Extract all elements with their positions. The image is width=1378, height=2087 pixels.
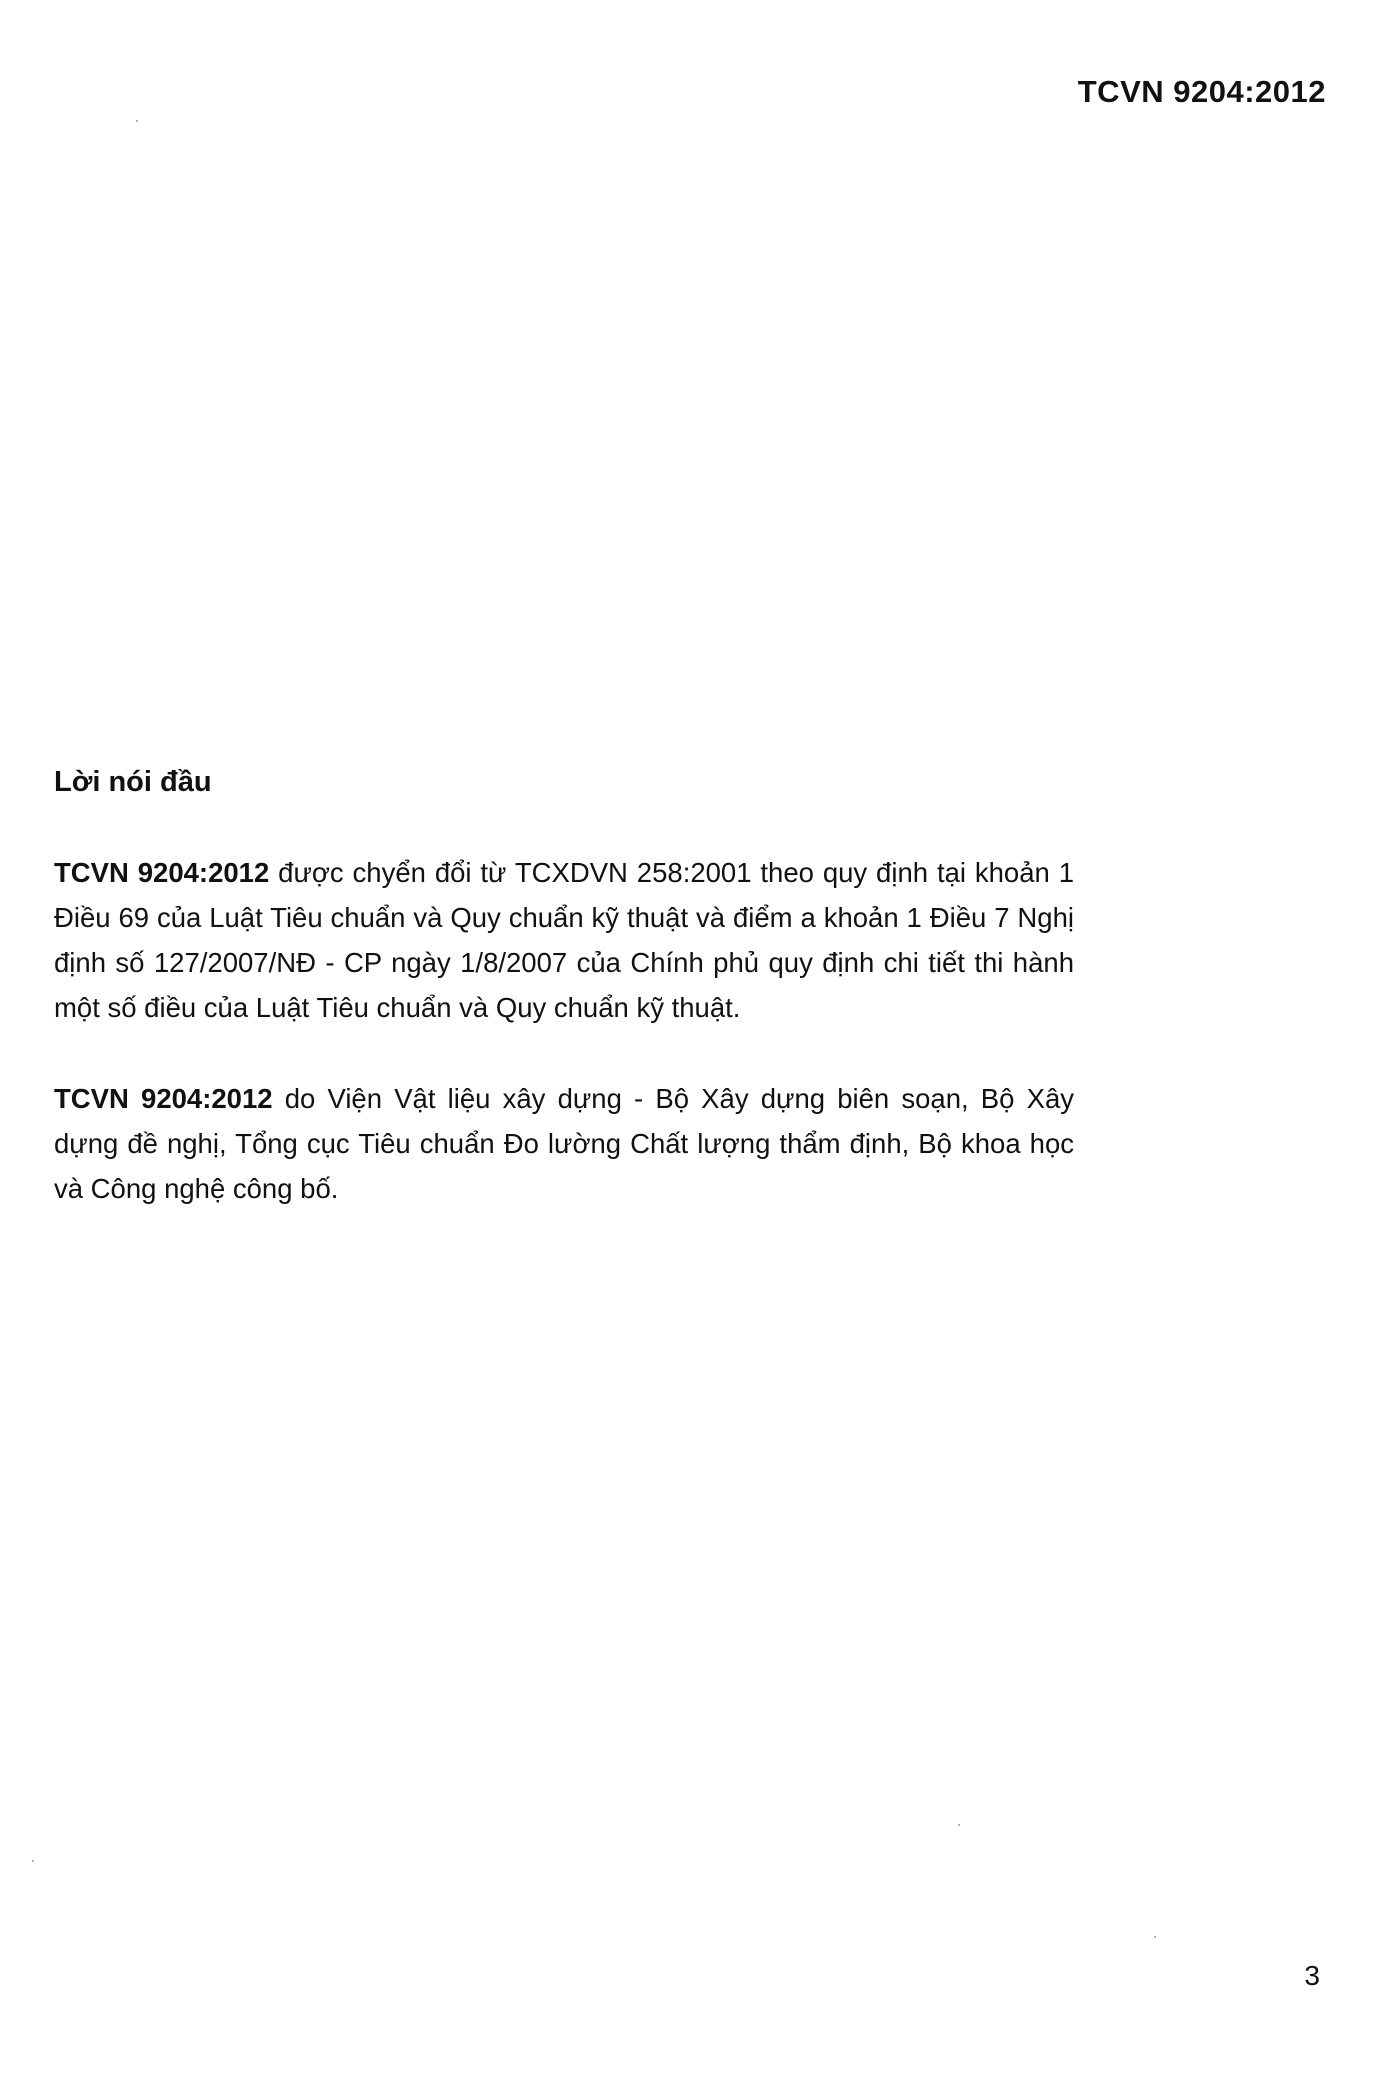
paragraph-publication bbox=[54, 1076, 1074, 1211]
paragraph-conversion bbox=[54, 850, 1074, 1030]
page-number: 3 bbox=[1304, 1960, 1320, 1991]
paragraph-lead-code: TCVN 9204:2012 bbox=[54, 857, 270, 888]
section-title: Lời nói đầu bbox=[54, 766, 212, 798]
paragraph-body: do Viện Vật liệu xây dựng - Bộ Xây dựng biên soạn, Bộ Xây dựng đề nghị, Tổng cục Tiêu chuẩn Đo lường Chất lượng thẩm định, Bộ khoa học và Công nghệ công bố. bbox=[54, 1083, 1074, 1204]
scan-speck bbox=[958, 1824, 960, 1826]
scan-speck bbox=[136, 120, 138, 122]
paragraph-body: được chyển đổi từ TCXDVN 258:2001 theo quy định tại khoản 1 Điều 69 của Luật Tiêu chuẩn và Quy chuẩn kỹ thuật và điểm a khoản 1 Điều 7 Nghị định số 127/2007/NĐ - CP ngày 1/8/2007 của Chính phủ quy định chi tiết thi hành một số điều của Luật Tiêu chuẩn và Quy chuẩn kỹ thuật. bbox=[54, 857, 1074, 1023]
paragraph-lead-code: TCVN 9204:2012 bbox=[54, 1083, 273, 1114]
standard-code-header: TCVN 9204:2012 bbox=[1077, 74, 1326, 109]
scan-speck bbox=[1154, 1936, 1156, 1938]
scan-speck bbox=[32, 1860, 34, 1862]
